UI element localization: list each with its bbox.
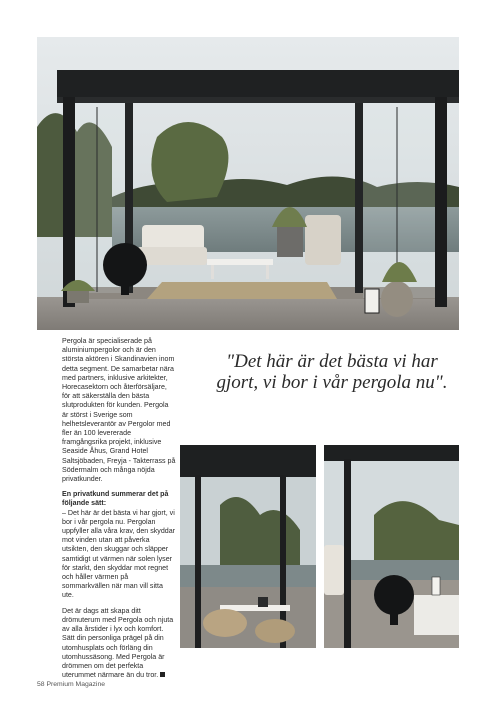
subheading: En privatkund summerar det på följande sätt: <box>62 490 169 508</box>
photo-interior-right <box>324 445 459 648</box>
end-mark-icon <box>160 672 165 677</box>
pull-quote: "Det här är det bästa vi har gjort, vi bor i vår pergola nu". <box>216 351 448 393</box>
intro-paragraph: Pergola är specialiserade på aluminiumpergolor och är den största aktören i Skandinavien inom detta segment. De samarbetar nära med partners, inklusive arkitekter, Horecasektorn och återförsäljare, för att säkerställa den bästa slutprodukten för kunden. Pergola är störst i Sverige som helhetsleverantör av Pergolor med fler än 100 levererade framgångsrika projekt, inklusive Seaside Åhus, Grand Hotel Saltsjöbaden, Freyja - Takterrass på Södermalm och många nöjda privatkunder. <box>62 337 176 484</box>
interior-left-illustration <box>180 445 316 648</box>
interior-right-illustration <box>324 445 459 648</box>
article-body <box>62 337 176 686</box>
page-footer: 58 Premium Magazine <box>37 681 105 688</box>
hero-photo-pergola <box>37 37 459 330</box>
closing-paragraph <box>62 607 176 681</box>
quote-paragraph: – Det här är det bästa vi har gjort, vi bor i vår pergola nu. Pergolan uppfyller alla våra krav, den skyddar mot vinden utan att påverka utsikten, den skuggar och släpper samtidigt ut värmen när solen lyser för starkt, den skyddar mot regnet och håller värmen på sommarkvällen när man vill sitta ute. <box>62 508 176 600</box>
closing-text: Det är dags att skapa ditt drömuterum med Pergola och njuta av alla årstider i lyx och komfort. Sätt din personliga prägel på din utomhusplats och förläng din utomhussäsong. Med Pergola är drömmen om det perfekta uterummet närmare än du tror. <box>62 606 174 680</box>
photo-interior-left <box>180 445 316 648</box>
pergola-illustration <box>37 37 459 330</box>
